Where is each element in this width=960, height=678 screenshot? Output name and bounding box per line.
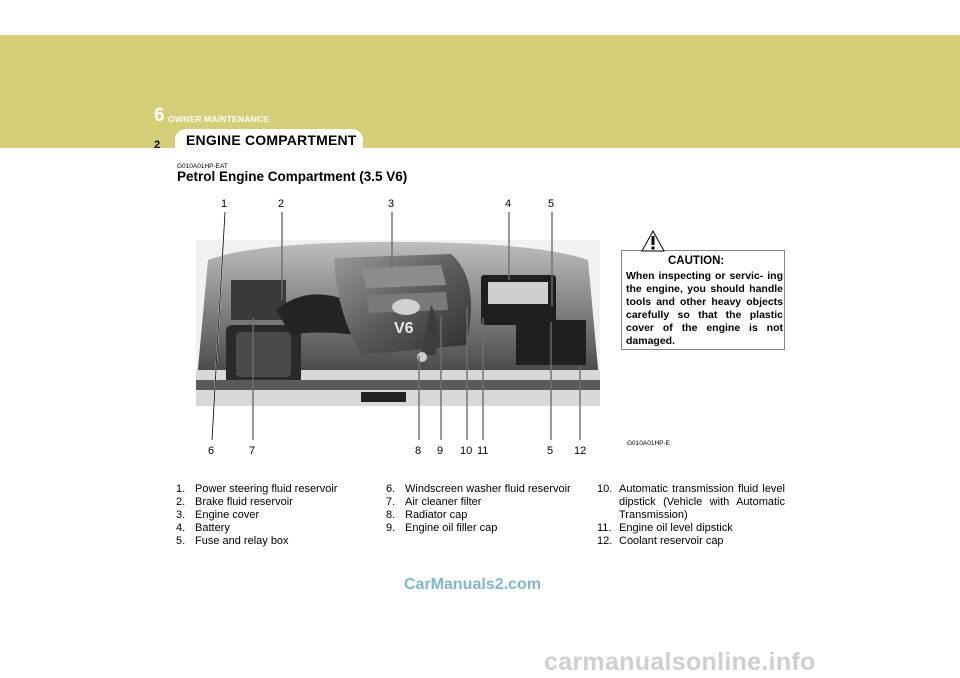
callout-number: 9 xyxy=(437,445,444,457)
section-title: ENGINE COMPARTMENT xyxy=(186,132,357,148)
legend-column-2 xyxy=(386,483,586,535)
list-item: 7. Air cleaner filter xyxy=(386,496,482,508)
page-number: 2 xyxy=(154,139,161,151)
warning-icon xyxy=(641,230,665,252)
document-code: G010A01HP-EAT xyxy=(177,163,228,170)
page-heading: Petrol Engine Compartment (3.5 V6) xyxy=(177,169,408,184)
callout-number: 1 xyxy=(221,198,228,210)
list-item: 4. Battery xyxy=(176,522,230,534)
chapter-title: OWNER MAINTENANCE xyxy=(168,114,270,124)
caution-title: CAUTION: xyxy=(668,255,725,267)
callout-number: 5 xyxy=(548,198,555,210)
list-item: 1. Power steering fluid reservoir xyxy=(176,483,338,495)
watermark-link[interactable]: CarManuals2.com xyxy=(404,576,541,593)
callout-number: 7 xyxy=(249,445,256,457)
legend-column-3 xyxy=(597,483,785,548)
callout-number: 5 xyxy=(547,445,554,457)
callout-number: 4 xyxy=(505,198,512,210)
list-item: 3. Engine cover xyxy=(176,509,260,521)
list-item: 5. Fuse and relay box xyxy=(176,535,289,547)
legend-column-1 xyxy=(176,483,356,548)
list-item: 11. Engine oil level dipstick xyxy=(597,522,733,534)
chapter-number: 6 xyxy=(154,105,165,126)
list-item: 9. Engine oil filler cap xyxy=(386,522,498,534)
callout-number: 6 xyxy=(208,445,215,457)
list-item: 12. Coolant reservoir cap xyxy=(597,535,724,547)
list-item: 6. Windscreen washer fluid reservoir xyxy=(386,483,571,495)
photo-code: G010A01HP-E xyxy=(627,440,670,447)
callout-number: 3 xyxy=(388,198,395,210)
callout-number: 8 xyxy=(415,445,422,457)
svg-text:V6: V6 xyxy=(394,320,414,337)
callout-number: 11 xyxy=(477,445,489,457)
list-item: 2. Brake fluid reservoir xyxy=(176,496,293,508)
list-item: 8. Radiator cap xyxy=(386,509,468,521)
list-item: 10. Automatic transmission fluid level dipstick (Vehicle with Automatic Transmission) xyxy=(597,483,785,521)
caution-body: When inspecting or servic- ing the engine, you should handle tools and other heavy objects carefully so that the plastic cover of the engine is not damaged. xyxy=(626,270,783,347)
callout-number: 12 xyxy=(574,445,587,457)
watermark-footer: carmanualsonline.info xyxy=(544,648,816,676)
callout-number: 2 xyxy=(278,198,285,210)
callout-number: 10 xyxy=(460,445,473,457)
